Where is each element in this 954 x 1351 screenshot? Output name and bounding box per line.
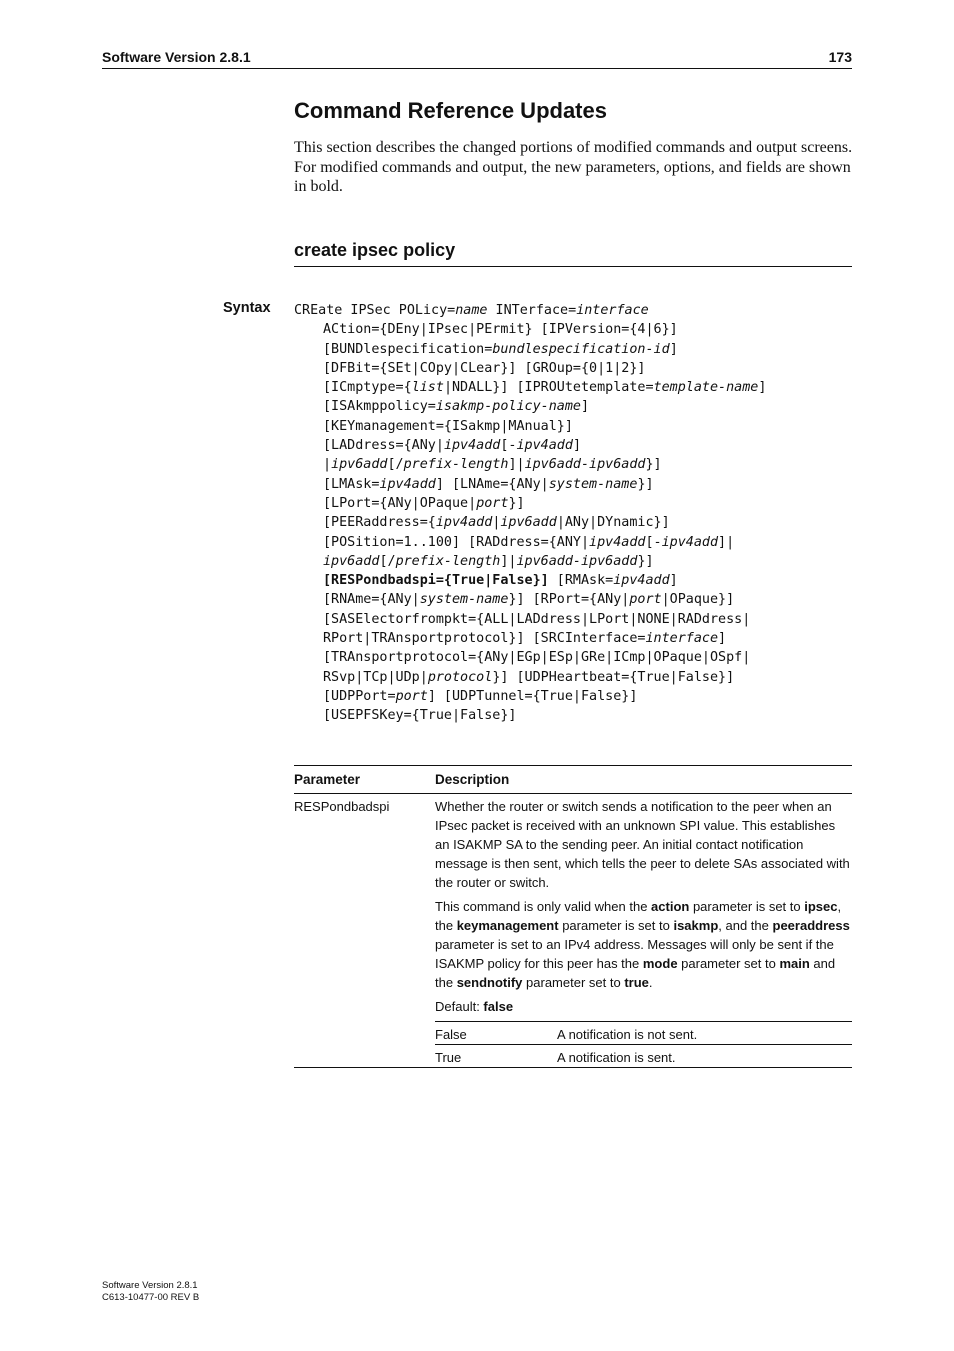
syntax-line: [BUNDlespecification=bundlespecification-id] [323, 341, 678, 357]
description-paragraph: This command is only valid when the action parameter is set to ipsec, the keymanagement parameter is set to isakmp, and the peeraddress parameter is set to an IPv4 address. Messages will only be sent if the ISAKMP policy for this peer has the mode parameter set to main and the sendnotify parameter set to true. [435, 899, 850, 990]
syntax-line: [UDPPort=port] [UDPTunnel={True|False}] [323, 688, 638, 704]
syntax-line: ipv6add[/prefix-length]|ipv6add-ipv6add}] [323, 553, 654, 569]
syntax-block [294, 301, 854, 726]
option-description: A notification is not sent. [557, 1022, 852, 1045]
syntax-line: [LADdress={ANy|ipv4add[-ipv4add] [323, 438, 581, 454]
syntax-line: |ipv6add[/prefix-length]|ipv6add-ipv6add}] [323, 457, 662, 473]
parameter-name: RESPondbadspi [294, 799, 390, 814]
option-value: False [435, 1022, 557, 1045]
syntax-line: [LMAsk=ipv4add] [LNAme={ANy|system-name}] [323, 476, 654, 492]
syntax-line: [USEPFSKey={True|False}] [323, 708, 517, 724]
table-header-row [294, 766, 852, 794]
syntax-line: [PEERaddress={ipv4add|ipv6add|ANy|DYnamic}] [323, 515, 670, 531]
syntax-line: [TRAnsportprotocol={ANy|EGp|ESp|GRe|ICmp|OPaque|OSpf| [323, 650, 751, 666]
option-row [435, 1022, 852, 1045]
syntax-line: [ISAkmppolicy=isakmp-policy-name] [323, 399, 590, 415]
table-row [294, 794, 852, 1068]
syntax-line: [RNAme={ANy|system-name}] [RPort={ANy|port|OPaque}] [323, 592, 735, 608]
syntax-line: [SASElectorfrompkt={ALL|LADdress|LPort|NONE|RADdress| [323, 611, 751, 627]
column-header-description: Description [435, 766, 852, 794]
syntax-line: [ICmptype={list|NDALL}] [IPROUtetemplate=template-name] [323, 380, 767, 396]
option-description: A notification is sent. [557, 1045, 852, 1068]
footer-version: Software Version 2.8.1 [102, 1280, 198, 1291]
syntax-line: RSvp|TCp|UDp|protocol}] [UDPHeartbeat={True|False}] [323, 669, 735, 685]
header-version: Software Version 2.8.1 [102, 49, 251, 65]
option-table [435, 1021, 852, 1067]
syntax-line: RPort|TRAnsportprotocol}] [SRCInterface=interface] [323, 631, 727, 647]
column-header-parameter: Parameter [294, 766, 435, 794]
syntax-line: [RESPondbadspi={True|False}] [RMAsk=ipv4add] [323, 573, 678, 589]
page-title: Command Reference Updates [294, 98, 607, 123]
syntax-line: [KEYmanagement={ISakmp|MAnual}] [323, 418, 573, 434]
description-paragraph: Whether the router or switch sends a notification to the peer when an IPsec packet is received with an unknown SPI value. This establishes an ISAKMP SA to the sending peer. An initial contact notification message is then sent, which tells the peer to delete SAs associated with the router or switch. [435, 799, 850, 890]
syntax-line: [DFBit={SEt|COpy|CLear}] [GROup={0|1|2}] [323, 360, 646, 376]
parameter-description [435, 794, 852, 1068]
syntax-line: [LPort={ANy|OPaque|port}] [323, 495, 525, 511]
option-value: True [435, 1045, 557, 1068]
intro-paragraph: This section describes the changed portions of modified commands and output screens. For modified commands and output, the new parameters, options, and fields are shown in bold. [294, 139, 853, 195]
section-title: create ipsec policy [294, 240, 852, 267]
footer-document-id: C613-10477-00 REV B [102, 1292, 200, 1303]
default-value: Default: false [435, 999, 514, 1014]
page-number: 173 [828, 49, 852, 65]
parameter-table [294, 765, 852, 1068]
syntax-line: ACtion={DEny|IPsec|PErmit} [IPVersion={4|6}] [323, 322, 678, 338]
syntax-label: Syntax [223, 300, 271, 316]
page-footer [102, 1280, 199, 1304]
syntax-line: [POSition=1..100] [RADdress={ANY|ipv4add[-ipv4add]| [323, 534, 735, 550]
option-row [435, 1045, 852, 1068]
running-header [102, 48, 852, 69]
syntax-line: CREate IPSec POLicy=name INTerface=interface [294, 303, 649, 318]
